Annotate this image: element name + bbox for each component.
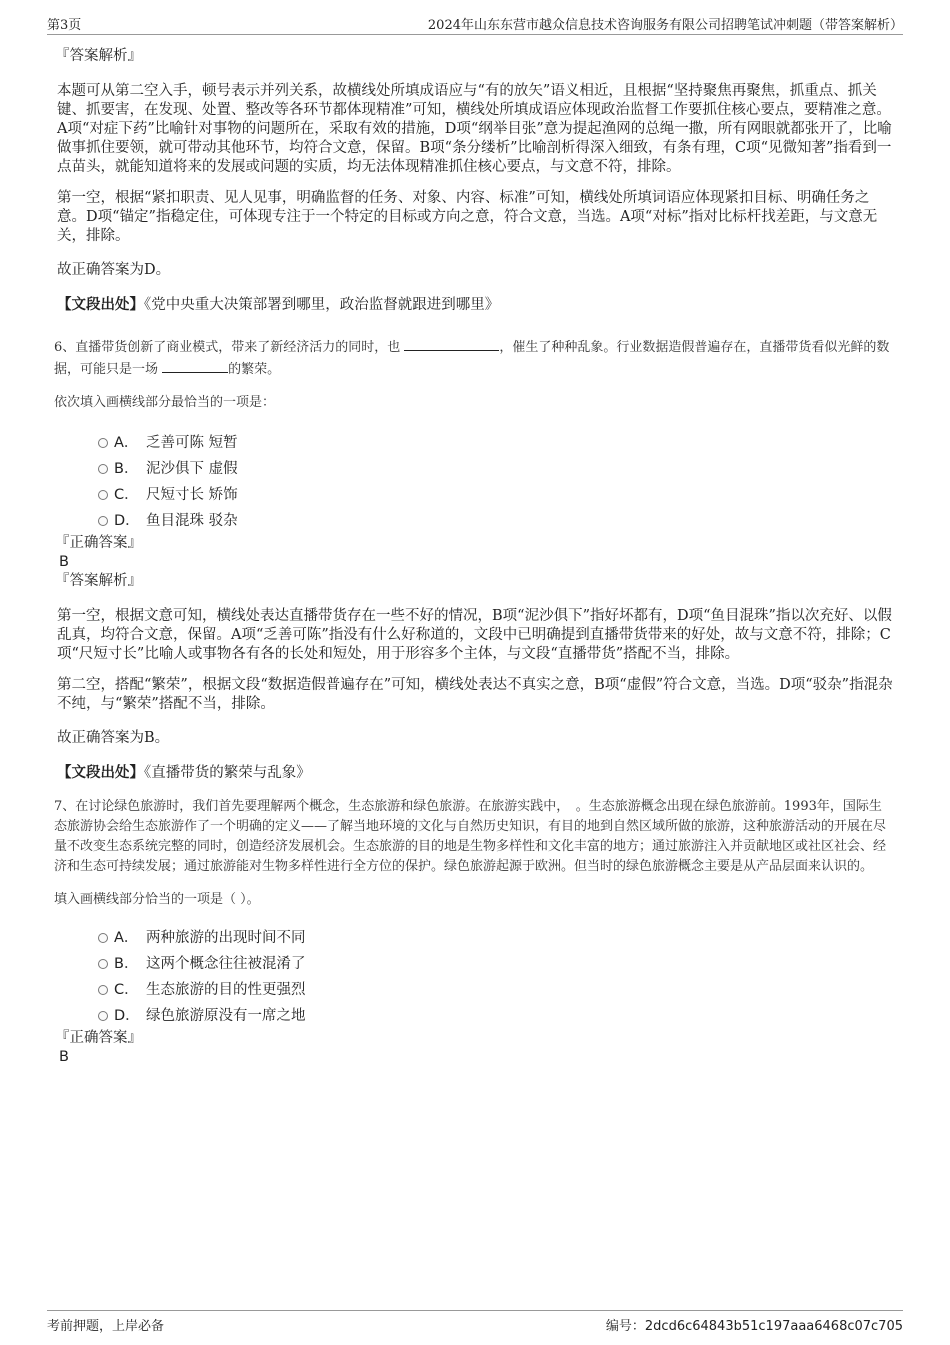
radio-icon[interactable] xyxy=(98,1011,108,1021)
q6-option-c[interactable]: C． 尺短寸长 矫饰 xyxy=(57,481,893,507)
q7-option-a[interactable]: A． 两种旅游的出现时间不同 xyxy=(57,924,893,950)
q6-stem: 6、直播带货创新了商业模式，带来了新经济活力的同时，也 ，催生了种种乱象。行业数据造假普遍存在，直播带货看似光鲜的数据，可能只是一场 的繁荣。 xyxy=(54,336,893,380)
page-number: 第3页 xyxy=(47,18,82,33)
q6-analysis-label: 『答案解析』 xyxy=(55,573,142,589)
document-title: 2024年山东东营市越众信息技术咨询服务有限公司招聘笔试冲刺题（带答案解析） xyxy=(427,18,903,33)
q7-prompt: 填入画横线部分恰当的一项是（ ）。 xyxy=(54,892,260,907)
main-content xyxy=(54,46,893,1066)
q7-answer: B xyxy=(59,1049,69,1065)
q7-option-c[interactable]: C． 生态旅游的目的性更强烈 xyxy=(57,976,893,1002)
q6-analysis-para2: 第二空，搭配“繁荣”，根据文段“数据造假普遍存在”可知，横线处表达不真实之意，B项“虚假”符合文意，当选。D项“驳杂”指混杂不纯，与“繁荣”搭配不当，排除。 xyxy=(57,677,893,712)
q6-option-d[interactable]: D． 鱼目混珠 驳杂 xyxy=(57,507,893,533)
q6-source-label: 【文段出处】 xyxy=(57,764,144,781)
q6-blank-1 xyxy=(404,336,499,351)
q5-source xyxy=(57,295,893,315)
q6-source xyxy=(57,763,893,783)
q5-analysis-para2: 第一空，根据“紧扣职责、见人见事，明确监督的任务、对象、内容、标准”可知，横线处所填词语应体现紧扣目标、明确任务之意。D项“锚定”指稳定住，可体现专注于一个特定的目标或方向之意，符合文意，当选。A项“对标”指对比标杆找差距，与文意无关，排除。 xyxy=(57,190,878,244)
q7-answer-label: 『正确答案』 xyxy=(55,1030,142,1046)
q5-analysis-para1: 本题可从第二空入手，顿号表示并列关系，故横线处所填成语应与“有的放矢”语义相近，且根据“坚持聚焦再聚焦，抓重点、抓关键、抓要害，在发现、处置、整改等各环节都体现精准”可知，横线处所填成语应体现政治监督工作要抓住核心要点，要精准之意。A项“对症下药”比喻针对事物的问题所在，采取有效的措施，D项“纲举目张”意为提起渔网的总绳一撒，所有网眼就都张开了，比喻做事抓住要领，就可带动其他环节，均符合文意，保留。B项“条分缕析”比喻剖析得深入细致，有条有理，C项“见微知著”指看到一点苗头，就能知道将来的发展或问题的实质，均无法体现精准抓住核心要点，与文意不符，排除。 xyxy=(57,83,892,175)
q6-analysis-para1: 第一空，根据文意可知，横线处表达直播带货存在一些不好的情况，B项“泥沙俱下”指好坏都有，D项“鱼目混珠”指以次充好、以假乱真，均符合文意，保留。A项“乏善可陈”指没有什么好称道的，文段中已明确提到直播带货带来的好处，故与文意不符，排除；C项“尺短寸长”比喻人或事物各有各的长处和短处，用于形容多个主体，与文段“直播带货”搭配不当，排除。 xyxy=(57,608,892,662)
q5-analysis-label: 『答案解析』 xyxy=(55,48,142,64)
q5-analysis xyxy=(57,46,893,315)
q6-answer-label: 『正确答案』 xyxy=(55,535,142,551)
radio-icon[interactable] xyxy=(98,985,108,995)
q5-source-label: 【文段出处】 xyxy=(57,296,144,313)
q6-source-text: 《直播带货的繁荣与乱象》 xyxy=(144,765,311,781)
q6-option-a[interactable]: A． 乏善可陈 短暂 xyxy=(57,429,893,455)
radio-icon[interactable] xyxy=(98,464,108,474)
q6-answer: B xyxy=(59,554,69,570)
radio-icon[interactable] xyxy=(98,959,108,969)
footer-slogan: 考前押题，上岸必备 xyxy=(47,1319,165,1334)
page-header xyxy=(47,14,903,35)
radio-icon[interactable] xyxy=(98,438,108,448)
q6-conclusion: 故正确答案为B。 xyxy=(57,730,170,746)
q6-option-b[interactable]: B． 泥沙俱下 虚假 xyxy=(57,455,893,481)
radio-icon[interactable] xyxy=(98,490,108,500)
q7-option-d[interactable]: D． 绿色旅游原没有一席之地 xyxy=(57,1002,893,1028)
q6-options xyxy=(57,429,893,533)
q6-prompt: 依次填入画横线部分最恰当的一项是： xyxy=(54,395,276,410)
question-7 xyxy=(54,797,893,1066)
radio-icon[interactable] xyxy=(98,933,108,943)
q7-stem: 7、在讨论绿色旅游时，我们首先要理解两个概念，生态旅游和绿色旅游。在旅游实践中， 。生态旅游概念出现在绿色旅游前。1993年，国际生态旅游协会给生态旅游作了一个明确的定义——了解当地环境的文化与自然历史知识，有目的地到自然区域所做的旅游，这种旅游活动的开展在尽量不改变生态系统完整的同时，创造经济发展机会。生态旅游的目的地是生物多样性和文化丰富的地方；通过旅游注入并贡献地区或社区社会、经济和生态可持续发展；通过旅游能对生物多样性进行全方位的保护。绿色旅游起源于欧洲。但当时的绿色旅游概念主要是从产品层面来认识的。 xyxy=(54,799,887,874)
question-6 xyxy=(54,336,893,783)
q6-blank-2 xyxy=(162,358,228,373)
q7-options xyxy=(57,924,893,1028)
page-footer xyxy=(47,1310,903,1334)
footer-code: 编号：2dcd6c64843b51c197aaa6468c07c705 xyxy=(605,1319,903,1334)
q5-source-text: 《党中央重大决策部署到哪里，政治监督就跟进到哪里》 xyxy=(144,297,500,313)
q7-option-b[interactable]: B． 这两个概念往往被混淆了 xyxy=(57,950,893,976)
q5-conclusion: 故正确答案为D。 xyxy=(57,262,171,278)
radio-icon[interactable] xyxy=(98,516,108,526)
